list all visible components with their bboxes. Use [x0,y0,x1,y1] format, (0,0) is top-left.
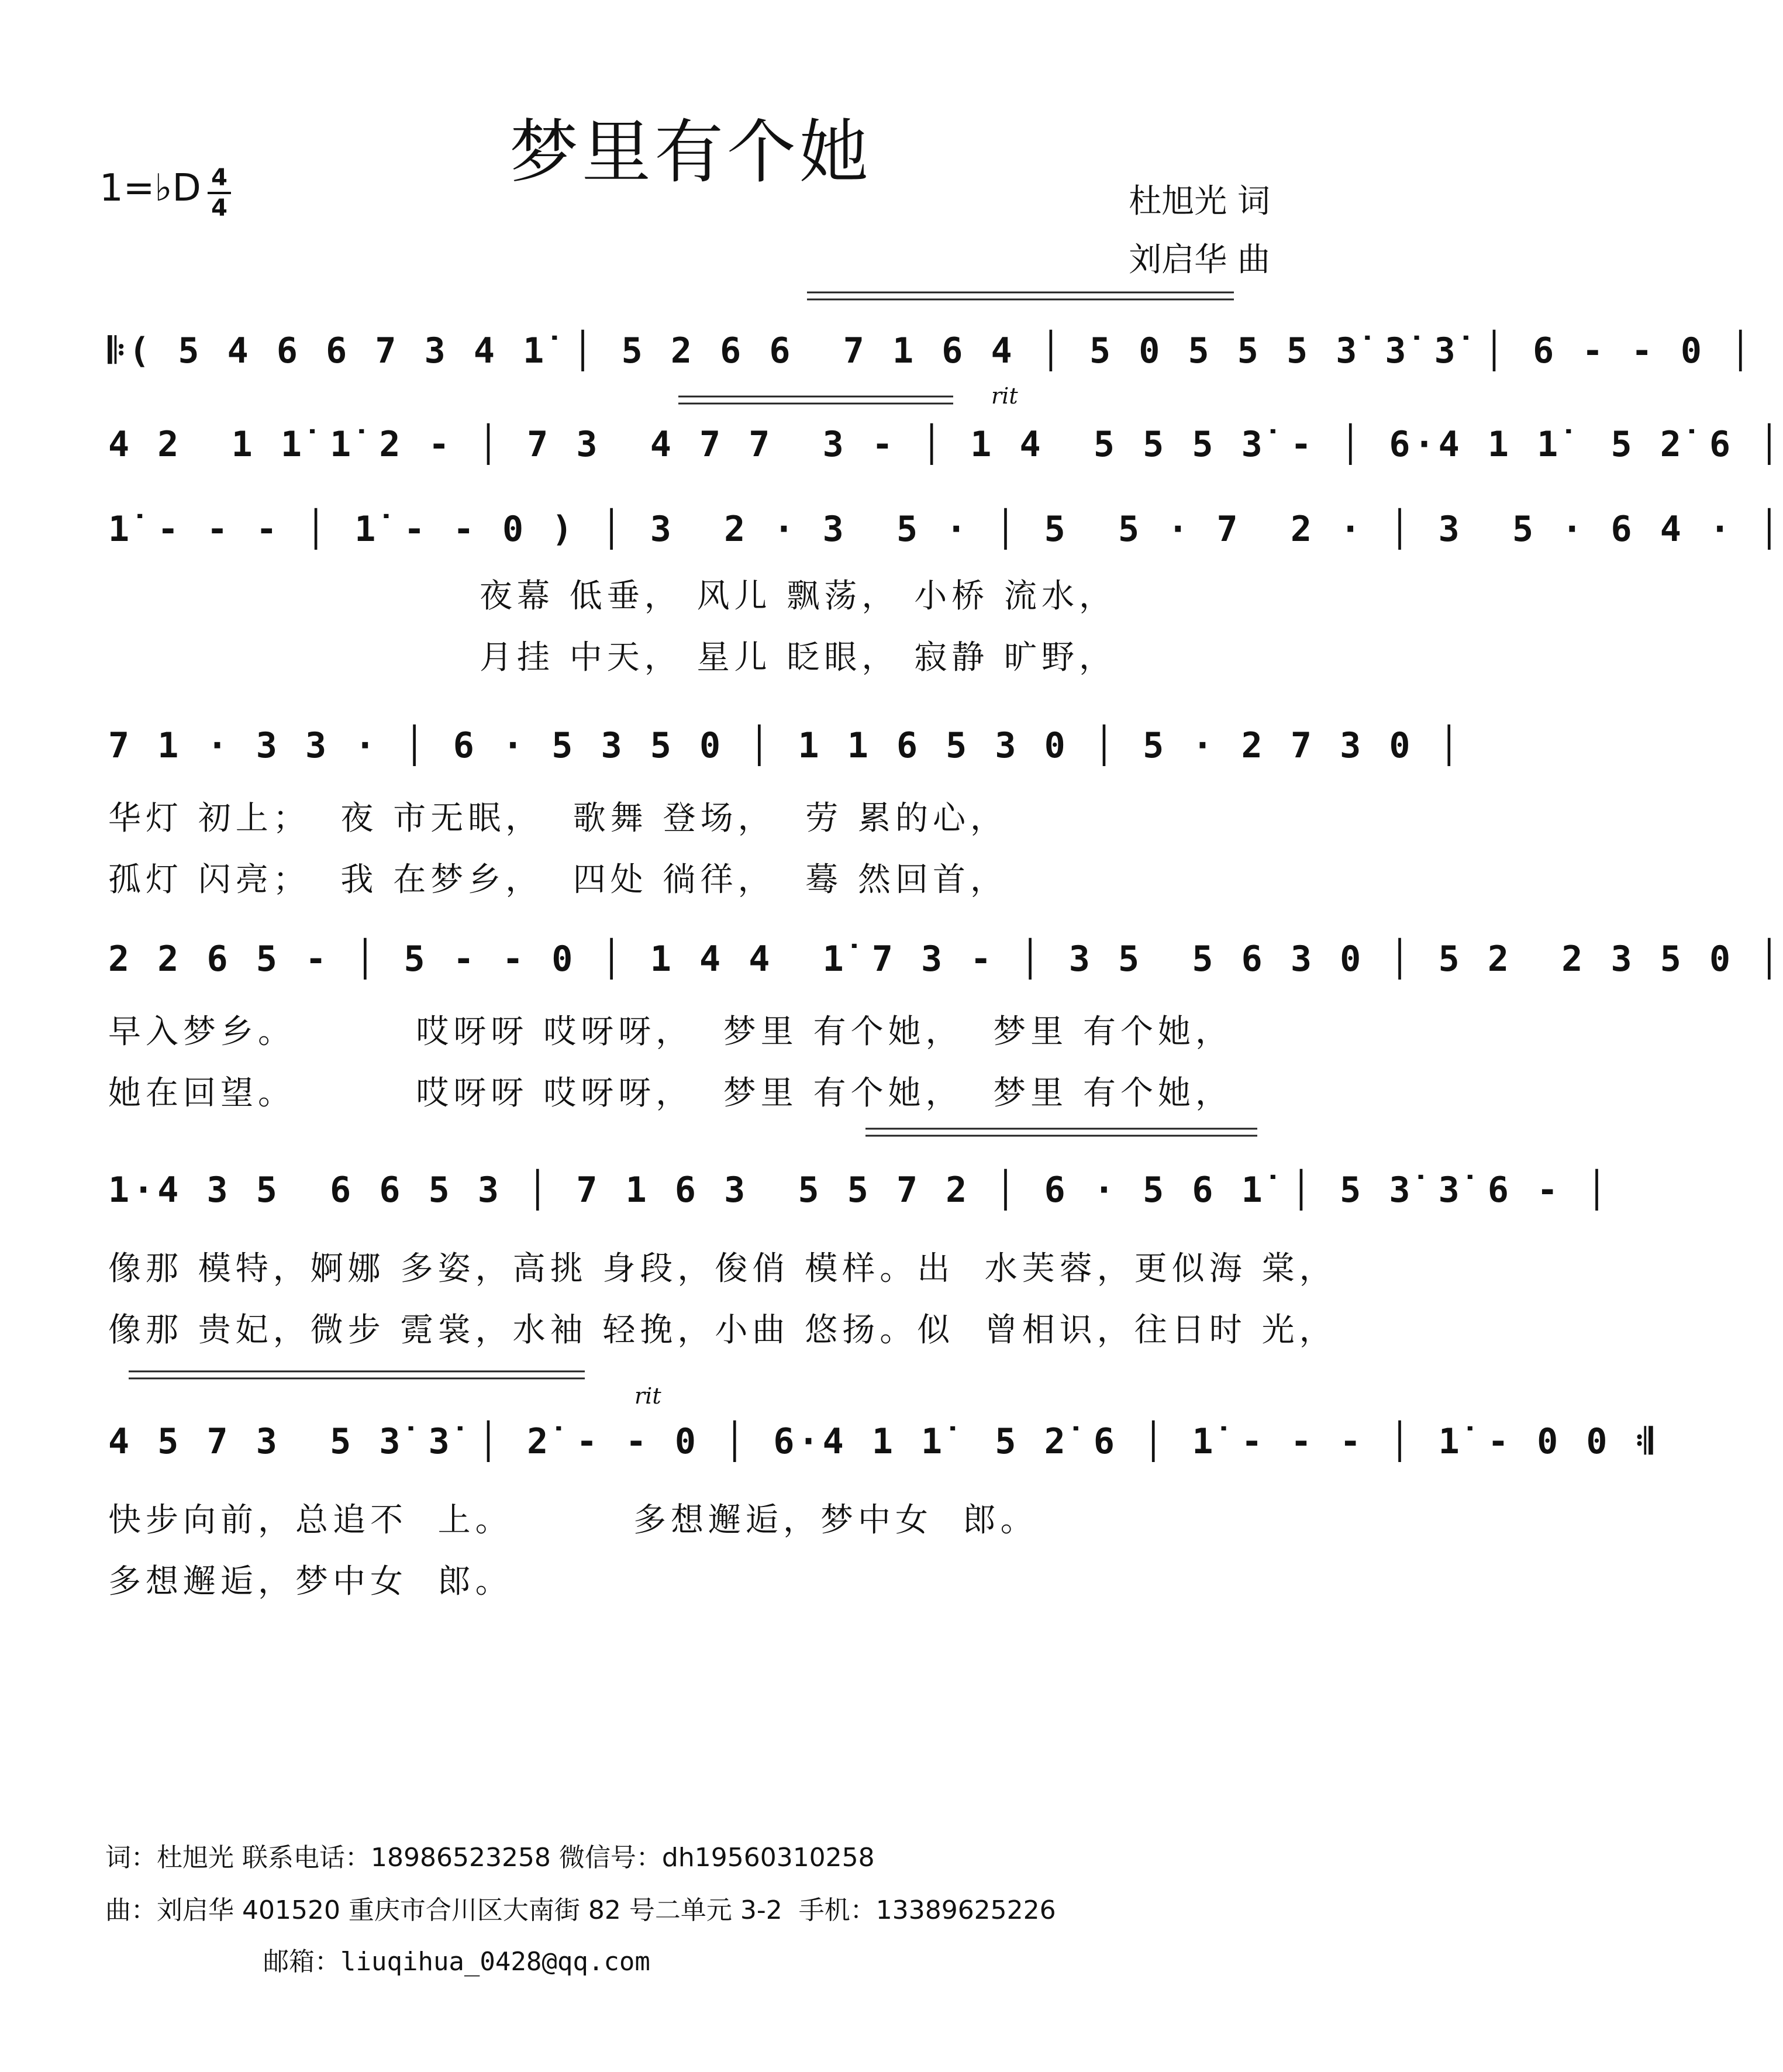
time-signature [208,165,231,221]
system-6-lyric-1: 像那 模特，婀娜 多姿，高挑 身段，俊俏 模样。出 水芙蓉，更似海 棠， [108,1250,1337,1288]
system-7-lyric-2: 多想邂逅，梦中女 郎。 [108,1563,513,1601]
system-5-lyric-2: 她在回望。 哎呀呀 哎呀呀， 梦里 有个她， 梦里 有个她， [108,1074,1233,1112]
lyricist-credit: 杜旭光 词 [1129,182,1270,220]
system-3-lyric-2: 月挂 中天， 星儿 眨眼， 寂静 旷野， [480,639,1117,677]
system-4-notes: 7 1 · 3 3 · │ 6 · 5 3 5 0 │ 1 1 6 5 3 0 │ 5 · 2 7 3 0 │ [108,725,1463,766]
system-3-lyric-1: 夜幕 低垂， 风儿 飘荡， 小桥 流水， [480,577,1117,615]
system-4-lyric-2: 孤灯 闪亮； 我 在梦乡， 四处 徜徉， 蓦 然回首， [108,861,1008,899]
key-signature: 1=♭D [99,167,201,210]
system-4-lyric-1: 华灯 初上； 夜 市无眠， 歌舞 登场， 劳 累的心， [108,799,1008,837]
system-7-notes: 4 5 7 3 5 3̇ 3̇ │ 2̇ - - 0 │ 6·4 1 1̇ 5 2̇ 6 │ 1̇ - - - │ 1̇ - 0 0 𝄇 [108,1421,1656,1462]
footer-email: 邮箱：liuqihua_0428@qq.com [263,1947,650,1977]
system-5-lyric-1: 早入梦乡。 哎呀呀 哎呀呀， 梦里 有个她， 梦里 有个她， [108,1013,1233,1051]
rit-marking-1: rit [991,383,1018,409]
time-signature-bottom: 4 [211,195,227,222]
system-6-notes: 1·4 3 5 6 6 5 3 │ 7 1 6 3 5 5 7 2 │ 6 · 5 6 1̇ │ 5 3̇ 3̇ 6 - │ [108,1170,1611,1211]
footer-lyricist-contact: 词：杜旭光 联系电话：18986523258 微信号：dh19560310258 [105,1843,875,1873]
rit-marking-2: rit [634,1383,661,1409]
system-7-lyric-1: 快步向前，总追不 上。 多想邂逅，梦中女 郎。 [108,1501,1038,1539]
system-2-notes: 4 2 1 1̇ 1̇ 2 - │ 7 3 4 7 7 3 - │ 1 4 5 5 5 3̇ - │ 6·4 1 1̇ 5 2̇ 6 │ [108,424,1783,465]
song-title: 梦里有个她 [509,112,872,192]
time-signature-top: 4 [211,164,227,191]
system-3-notes: 1̇ - - - │ 1̇ - - 0 ) │ 3 2 · 3 5 · │ 5 5 · 7 2 · │ 3 5 · 6 4 · │ [108,509,1783,550]
system-6-lyric-2: 像那 贵妃，微步 霓裳，水袖 轻挽，小曲 悠扬。似 曾相识，往日时 光， [108,1311,1337,1349]
composer-credit: 刘启华 曲 [1129,241,1270,279]
system-5-notes: 2 2 6 5 - │ 5 - - 0 │ 1 4 4 1̇ 7 3 - │ 3 5 5 6 3 0 │ 5 2 2 3 5 0 │ [108,939,1783,980]
footer-composer-contact: 曲：刘启华 401520 重庆市合川区大南街 82 号二单元 3-2 手机：13389625226 [105,1895,1056,1925]
system-1-notes: 𝄆( 5 4 6 6 7 3 4 1̇ │ 5 2 6 6 7 1 6 4 │ 5 0 5 5 5 3̇ 3̇ 3̇ │ 6 - - 0 │ [108,330,1755,371]
